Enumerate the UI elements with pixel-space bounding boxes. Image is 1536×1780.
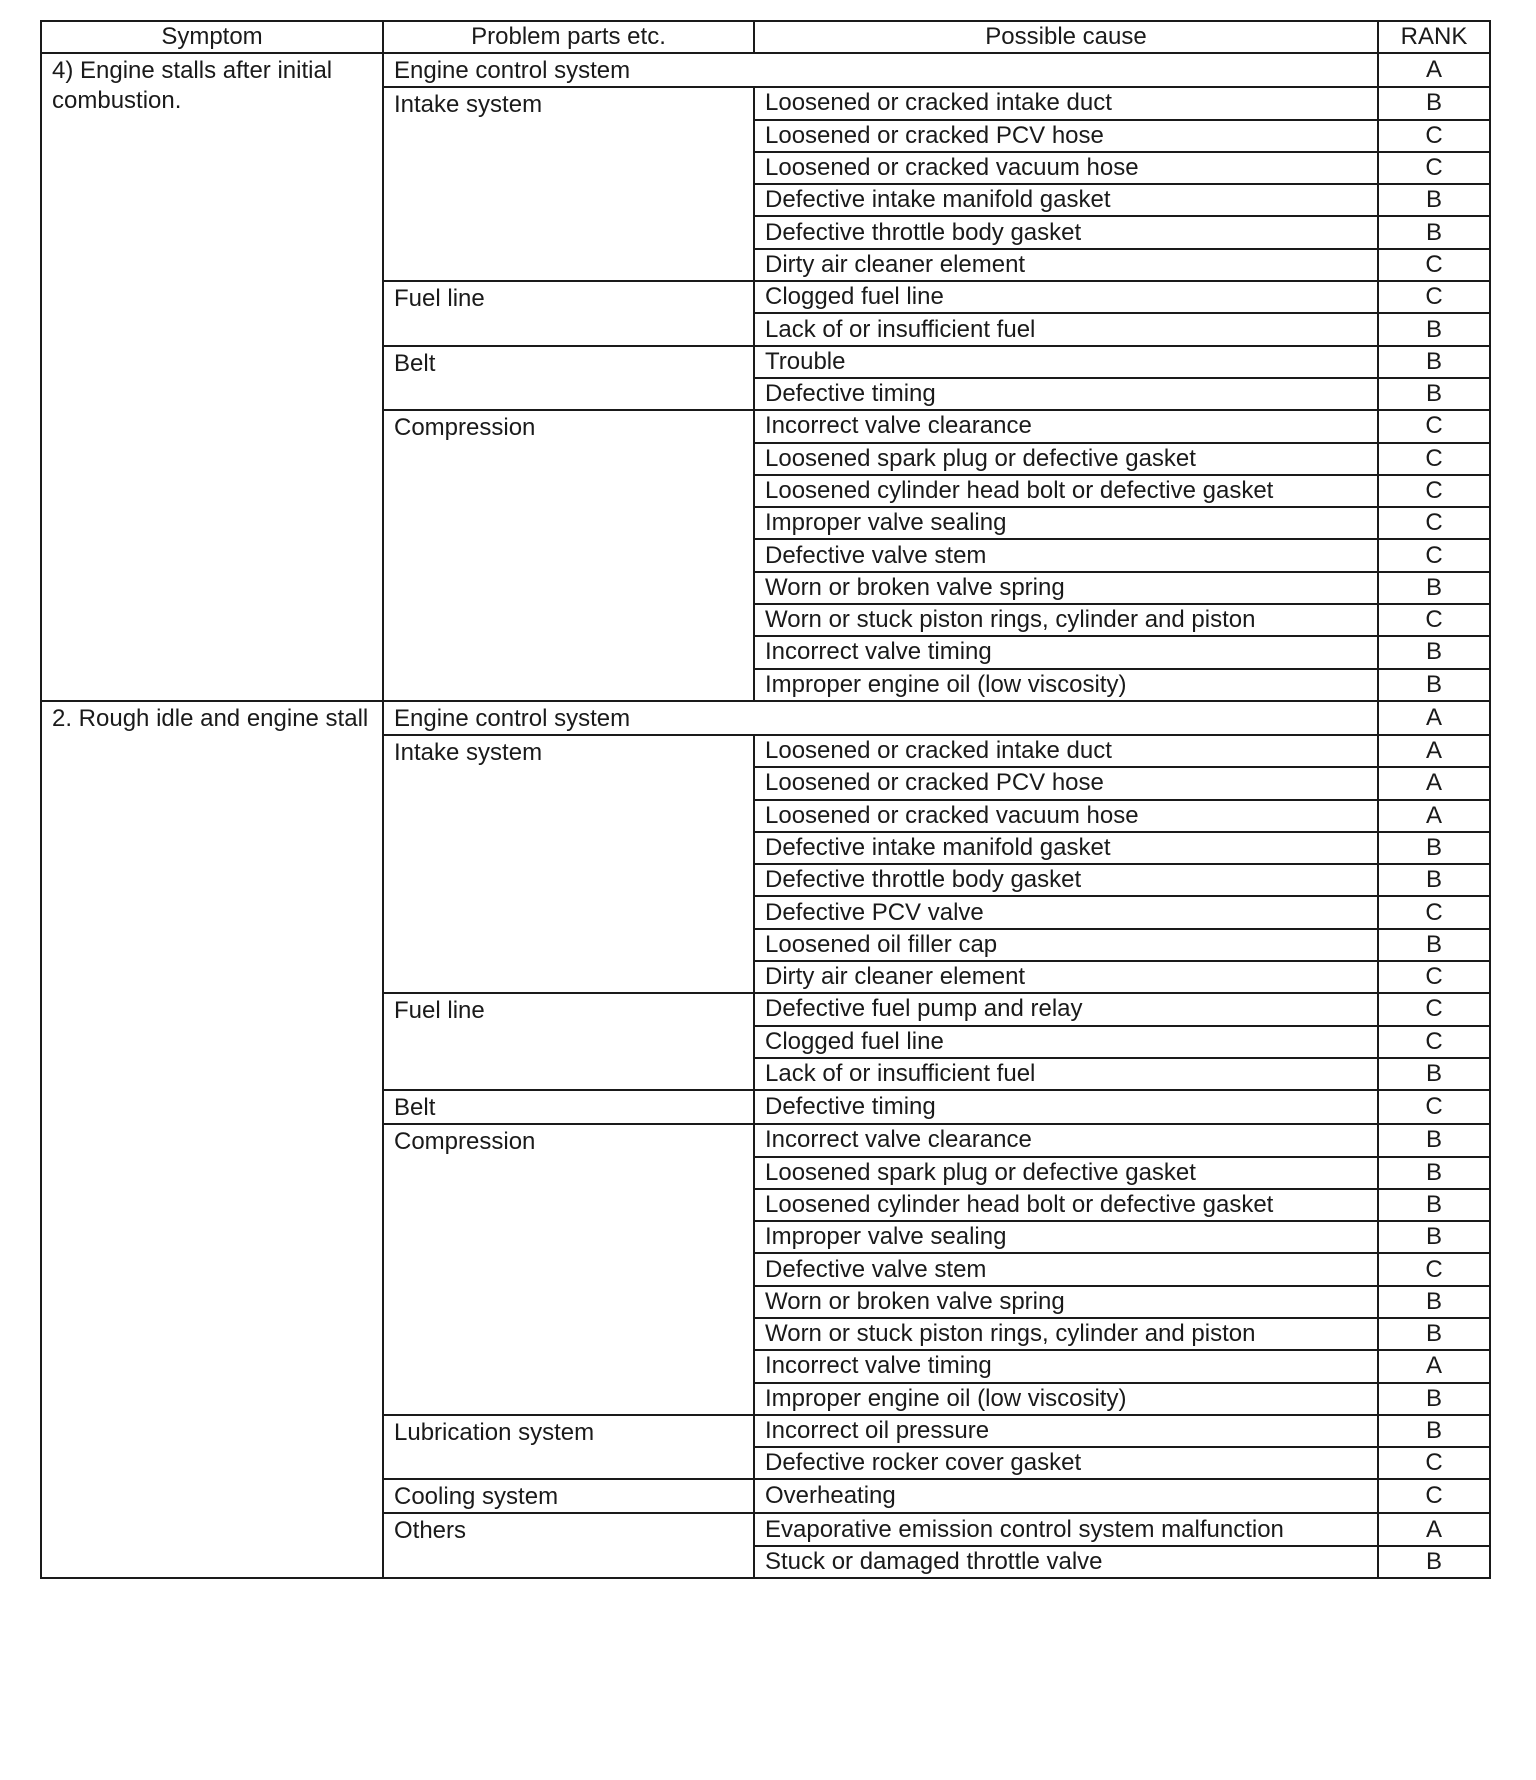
possible-cause-cell: Worn or broken valve spring [754,572,1378,604]
possible-cause-cell: Loosened spark plug or defective gasket [754,443,1378,475]
rank-cell: A [1378,1350,1490,1382]
possible-cause-cell: Incorrect valve timing [754,636,1378,668]
diagnosis-table [40,20,1491,1579]
header-problem-parts: Problem parts etc. [383,21,754,53]
problem-part-cell: Compression [383,1124,754,1415]
possible-cause-cell: Defective valve stem [754,539,1378,571]
possible-cause-cell: Loosened or cracked intake duct [754,735,1378,767]
rank-cell: B [1378,636,1490,668]
table-row [41,701,1490,735]
rank-cell: B [1378,216,1490,248]
rank-cell: C [1378,1090,1490,1124]
possible-cause-cell: Incorrect valve timing [754,1350,1378,1382]
rank-cell: A [1378,701,1490,735]
problem-part-cell: Others [383,1513,754,1578]
rank-cell: B [1378,1124,1490,1156]
rank-cell: B [1378,1189,1490,1221]
possible-cause-cell: Dirty air cleaner element [754,961,1378,993]
possible-cause-cell: Stuck or damaged throttle valve [754,1546,1378,1578]
possible-cause-cell: Worn or stuck piston rings, cylinder and piston [754,604,1378,636]
rank-cell: B [1378,1221,1490,1253]
problem-part-cell: Fuel line [383,993,754,1090]
rank-cell: C [1378,443,1490,475]
possible-cause-cell: Defective timing [754,1090,1378,1124]
possible-cause-cell: Improper engine oil (low viscosity) [754,669,1378,701]
possible-cause-cell: Loosened cylinder head bolt or defective gasket [754,1189,1378,1221]
rank-cell: C [1378,1026,1490,1058]
rank-cell: C [1378,475,1490,507]
possible-cause-cell: Incorrect oil pressure [754,1415,1378,1447]
rank-cell: B [1378,1318,1490,1350]
rank-cell: B [1378,87,1490,119]
header-rank: RANK [1378,21,1490,53]
possible-cause-cell: Lack of or insufficient fuel [754,313,1378,345]
rank-cell: C [1378,1447,1490,1479]
possible-cause-cell: Loosened spark plug or defective gasket [754,1157,1378,1189]
rank-cell: B [1378,346,1490,378]
possible-cause-cell: Loosened or cracked intake duct [754,87,1378,119]
rank-cell: C [1378,1253,1490,1285]
problem-part-cell: Engine control system [383,53,1378,87]
possible-cause-cell: Dirty air cleaner element [754,249,1378,281]
possible-cause-cell: Worn or broken valve spring [754,1286,1378,1318]
possible-cause-cell: Improper valve sealing [754,1221,1378,1253]
rank-cell: B [1378,1286,1490,1318]
possible-cause-cell: Improper valve sealing [754,507,1378,539]
rank-cell: C [1378,896,1490,928]
possible-cause-cell: Lack of or insufficient fuel [754,1058,1378,1090]
problem-part-cell: Belt [383,346,754,411]
rank-cell: B [1378,1383,1490,1415]
possible-cause-cell: Trouble [754,346,1378,378]
possible-cause-cell: Defective fuel pump and relay [754,993,1378,1025]
rank-cell: A [1378,767,1490,799]
possible-cause-cell: Defective throttle body gasket [754,216,1378,248]
table-body [41,53,1490,1578]
possible-cause-cell: Overheating [754,1479,1378,1513]
rank-cell: B [1378,832,1490,864]
problem-part-cell: Engine control system [383,701,1378,735]
rank-cell: A [1378,1513,1490,1545]
rank-cell: C [1378,539,1490,571]
rank-cell: B [1378,184,1490,216]
possible-cause-cell: Improper engine oil (low viscosity) [754,1383,1378,1415]
possible-cause-cell: Loosened oil filler cap [754,929,1378,961]
possible-cause-cell: Loosened or cracked PCV hose [754,120,1378,152]
possible-cause-cell: Clogged fuel line [754,1026,1378,1058]
header-possible-cause: Possible cause [754,21,1378,53]
possible-cause-cell: Defective rocker cover gasket [754,1447,1378,1479]
rank-cell: B [1378,572,1490,604]
possible-cause-cell: Defective PCV valve [754,896,1378,928]
possible-cause-cell: Loosened or cracked PCV hose [754,767,1378,799]
table-header [41,21,1490,53]
rank-cell: C [1378,152,1490,184]
rank-cell: C [1378,281,1490,313]
possible-cause-cell: Defective intake manifold gasket [754,832,1378,864]
problem-part-cell: Intake system [383,735,754,993]
rank-cell: C [1378,604,1490,636]
symptom-cell: 4) Engine stalls after initial combustion. [41,53,383,701]
rank-cell: C [1378,993,1490,1025]
problem-part-cell: Lubrication system [383,1415,754,1480]
problem-part-cell: Compression [383,410,754,701]
rank-cell: C [1378,1479,1490,1513]
possible-cause-cell: Clogged fuel line [754,281,1378,313]
possible-cause-cell: Loosened or cracked vacuum hose [754,152,1378,184]
rank-cell: B [1378,1415,1490,1447]
rank-cell: B [1378,1058,1490,1090]
rank-cell: C [1378,961,1490,993]
table-row [41,53,1490,87]
rank-cell: C [1378,410,1490,442]
header-row [41,21,1490,53]
rank-cell: B [1378,864,1490,896]
problem-part-cell: Belt [383,1090,754,1124]
possible-cause-cell: Worn or stuck piston rings, cylinder and piston [754,1318,1378,1350]
possible-cause-cell: Defective timing [754,378,1378,410]
rank-cell: B [1378,1546,1490,1578]
possible-cause-cell: Defective throttle body gasket [754,864,1378,896]
rank-cell: B [1378,669,1490,701]
rank-cell: B [1378,1157,1490,1189]
rank-cell: A [1378,800,1490,832]
possible-cause-cell: Loosened cylinder head bolt or defective gasket [754,475,1378,507]
problem-part-cell: Cooling system [383,1479,754,1513]
rank-cell: C [1378,507,1490,539]
possible-cause-cell: Defective valve stem [754,1253,1378,1285]
possible-cause-cell: Defective intake manifold gasket [754,184,1378,216]
rank-cell: A [1378,53,1490,87]
problem-part-cell: Fuel line [383,281,754,346]
header-symptom: Symptom [41,21,383,53]
rank-cell: B [1378,378,1490,410]
rank-cell: B [1378,929,1490,961]
symptom-cell: 2. Rough idle and engine stall [41,701,383,1578]
possible-cause-cell: Incorrect valve clearance [754,410,1378,442]
rank-cell: C [1378,120,1490,152]
problem-part-cell: Intake system [383,87,754,281]
rank-cell: B [1378,313,1490,345]
rank-cell: A [1378,735,1490,767]
rank-cell: C [1378,249,1490,281]
possible-cause-cell: Incorrect valve clearance [754,1124,1378,1156]
possible-cause-cell: Loosened or cracked vacuum hose [754,800,1378,832]
possible-cause-cell: Evaporative emission control system malfunction [754,1513,1378,1545]
